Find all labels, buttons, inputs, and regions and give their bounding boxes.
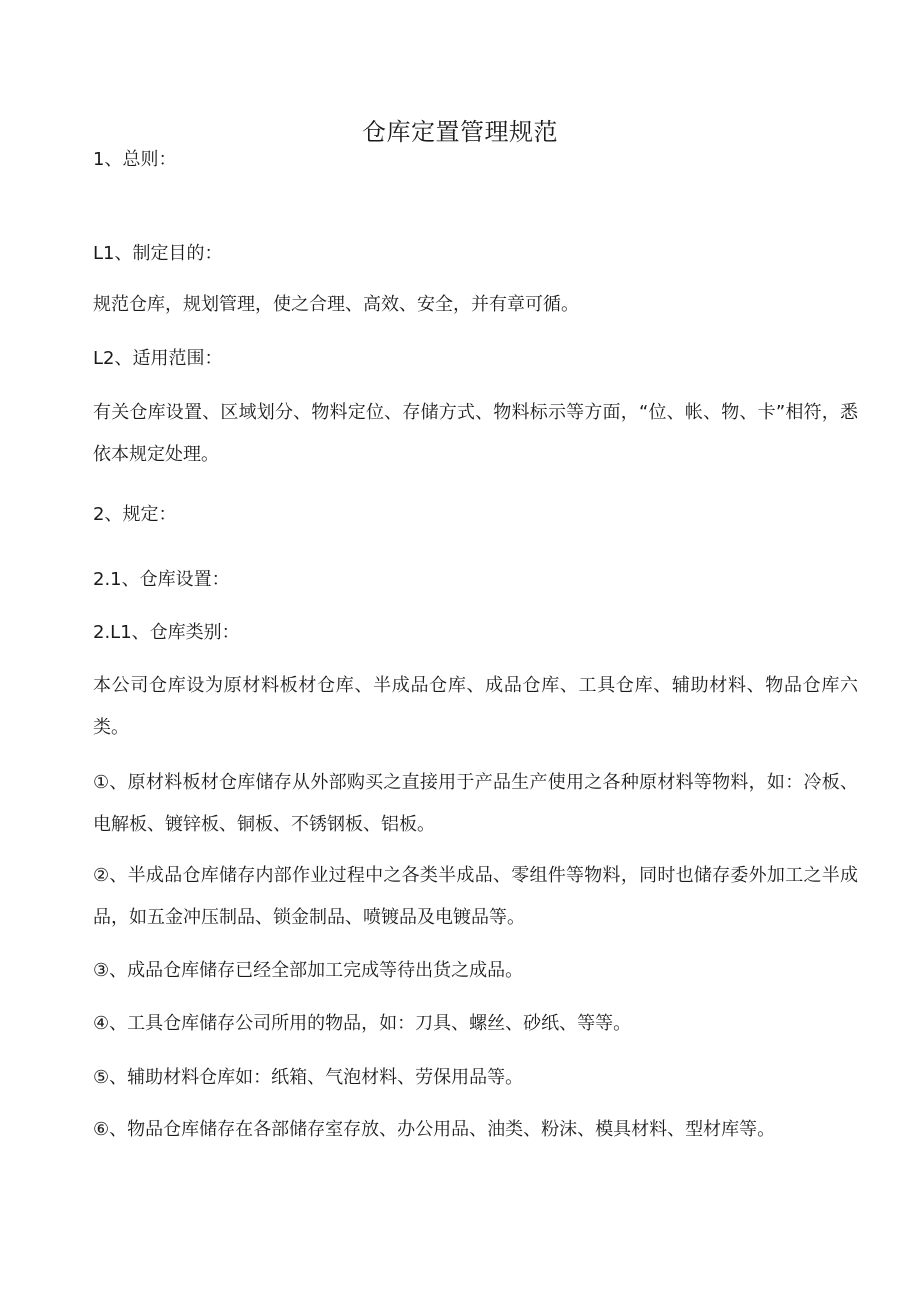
list-item-6: ⑥、物品仓库储存在各部储存室存放、办公用品、油类、粉沫、模具材料、型材库等。 — [93, 1119, 776, 1140]
list-item-4: ④、工具仓库储存公司所用的物品，如：刀具、螺丝、砂纸、等等。 — [93, 1013, 632, 1034]
section-1-1-heading: L1、制定目的： — [93, 243, 223, 264]
list-item-1: ①、原材料板材仓库储存从外部购买之直接用于产品生产使用之各种原材料等物料，如：冷板、电解板、镀锌板、铜板、不锈钢板、铝板。 — [93, 772, 858, 835]
document-title: 仓库定置管理规范 — [362, 118, 558, 146]
section-2-1-1-body: 本公司仓库设为原材料板材仓库、半成品仓库、成品仓库、工具仓库、辅助材料、物品仓库六类。 — [93, 675, 858, 738]
section-1-heading: 1、总则： — [93, 149, 177, 170]
section-1-1-body: 规范仓库，规划管理，使之合理、高效、安全，并有章可循。 — [93, 294, 579, 315]
list-item-5: ⑤、辅助材料仓库如：纸箱、气泡材料、劳保用品等。 — [93, 1067, 524, 1088]
section-2-heading: 2、规定： — [93, 504, 177, 525]
list-item-2: ②、半成品仓库储存内部作业过程中之各类半成品、零组件等物料，同时也储存委外加工之半成品，如五金冲压制品、锁金制品、喷镀品及电镀品等。 — [93, 865, 858, 928]
section-1-2-heading: L2、适用范围： — [93, 348, 223, 369]
section-2-1-heading: 2.1、仓库设置： — [93, 569, 230, 590]
section-2-1-1-heading: 2.L1、仓库类别： — [93, 622, 240, 643]
list-item-3: ③、成品仓库储存已经全部加工完成等待出货之成品。 — [93, 960, 524, 981]
section-1-2-body: 有关仓库设置、区域划分、物料定位、存储方式、物料标示等方面，“位、帐、物、卡”相符，悉依本规定处理。 — [93, 402, 858, 465]
